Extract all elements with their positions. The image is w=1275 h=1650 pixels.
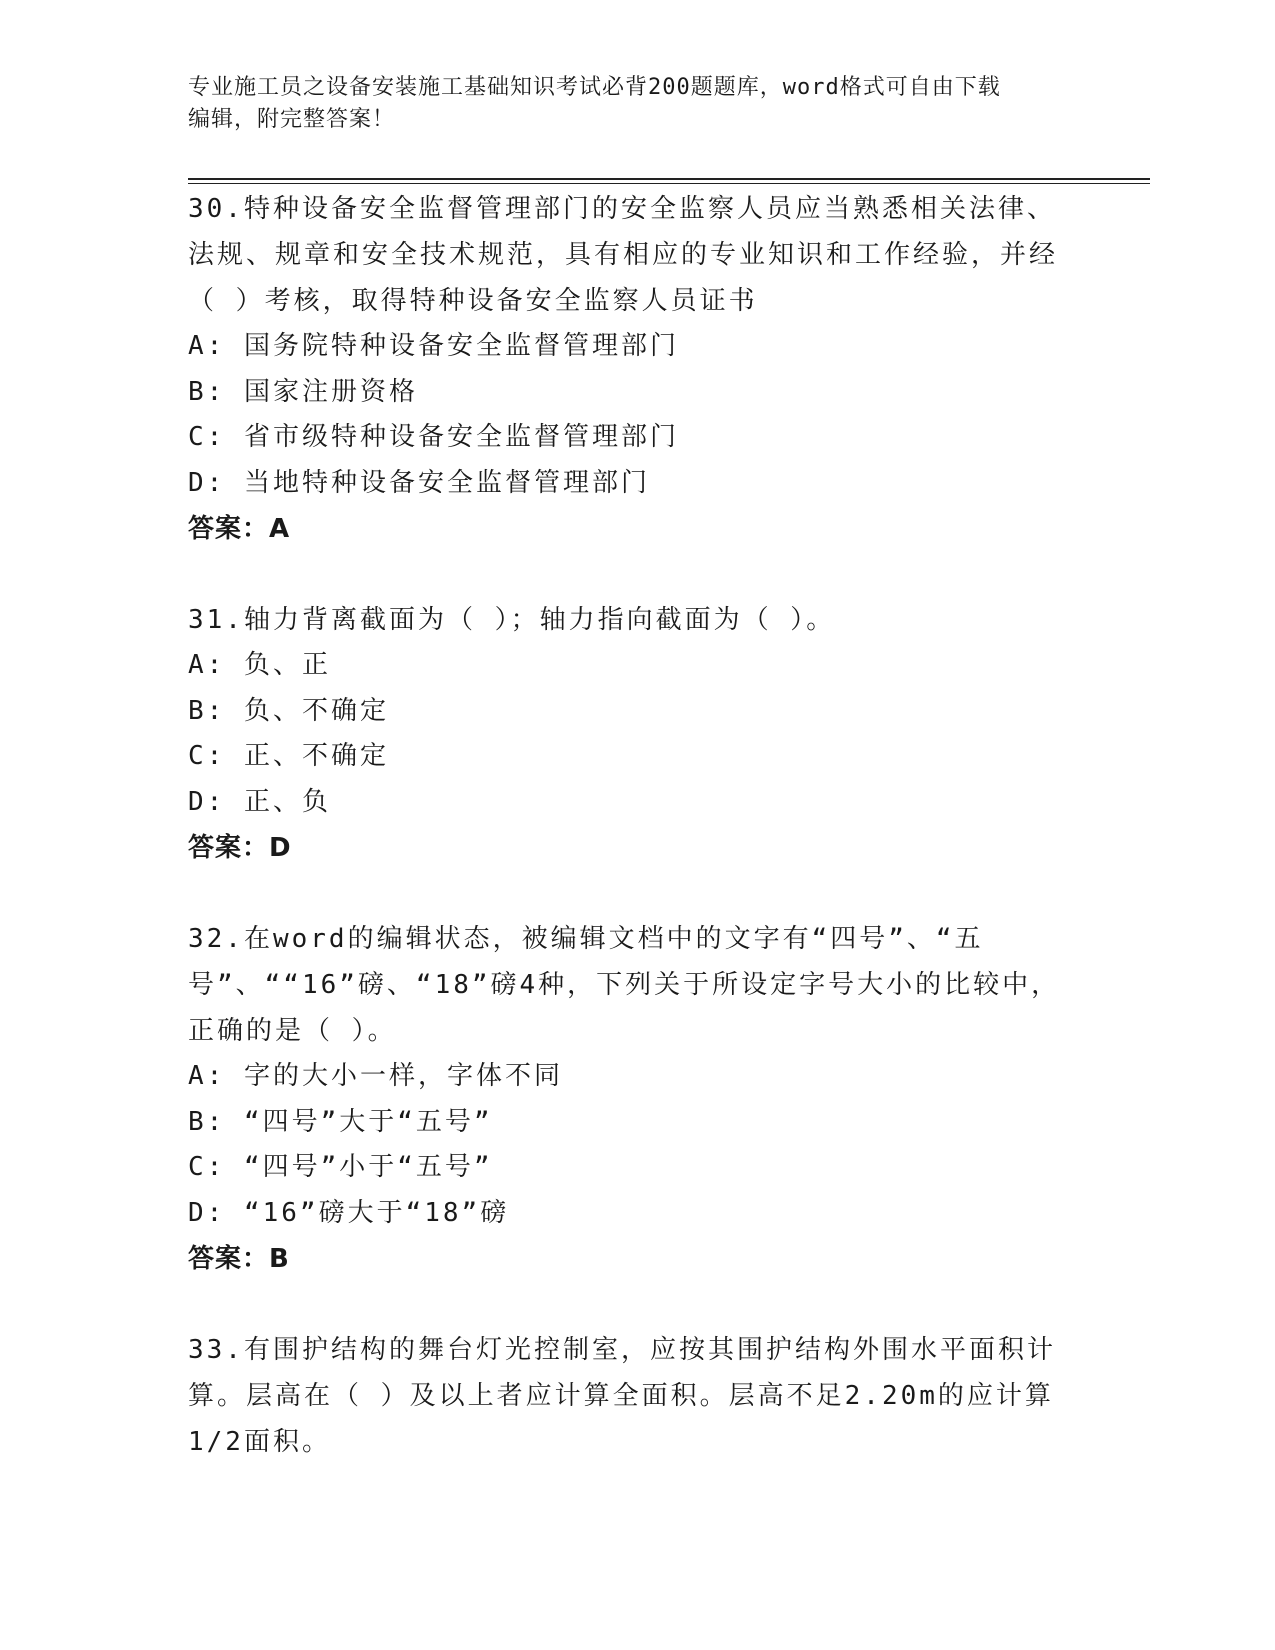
question-number: 31.: [188, 605, 244, 635]
option-label: B:: [188, 376, 226, 407]
option-label: C:: [188, 1152, 226, 1182]
option-label: B:: [188, 1106, 226, 1137]
option-label: B:: [188, 695, 226, 726]
option-text: 负、正: [243, 650, 331, 680]
option-b: [188, 370, 1068, 416]
answer: 答案：A: [188, 514, 291, 544]
answer: 答案：B: [188, 1244, 290, 1274]
option-label: C:: [188, 741, 226, 771]
question-stem: 在word的编辑状态，被编辑文档中的文字有“四号”、“五号”、““16”磅、“18”磅4种，下列关于所设定字号大小的比较中，正确的是（ ）。: [188, 924, 1061, 1046]
option-text: 国务院特种设备安全监督管理部门: [243, 331, 679, 361]
question-spacer: [188, 871, 1068, 916]
question-stem: 特种设备安全监督管理部门的安全监察人员应当熟悉相关法律、法规、规章和安全技术规范，具有相应的专业知识和工作经验，并经（ ）考核，取得特种设备安全监察人员证书: [188, 194, 1059, 316]
option-a: [188, 1054, 1068, 1100]
question-30: [188, 186, 1068, 552]
option-label: D:: [188, 1197, 226, 1228]
question-32: [188, 916, 1068, 1282]
option-text: “四号”大于“五号”: [243, 1106, 493, 1137]
question-text: [188, 1327, 1068, 1465]
question-stem: 有围护结构的舞台灯光控制室，应按其围护结构外围水平面积计算。层高在（ ）及以上者应计算全面积。层高不足2.20m的应计算1/2面积。: [188, 1335, 1056, 1457]
question-number: 32.: [188, 924, 244, 954]
question-text: [188, 186, 1068, 324]
option-text: “四号”小于“五号”: [243, 1152, 493, 1182]
option-d: [188, 1191, 1068, 1237]
question-31: [188, 597, 1068, 871]
option-c: [188, 415, 1068, 461]
option-b: [188, 689, 1068, 735]
question-spacer: [188, 1282, 1068, 1327]
option-label: A:: [188, 650, 226, 680]
header-divider-thick: [188, 178, 1150, 180]
header-title-line-1: 专业施工员之设备安装施工基础知识考试必背200题题库，word格式可自由下载: [188, 75, 1001, 100]
option-d: [188, 780, 1068, 826]
option-d: [188, 461, 1068, 507]
option-text: 国家注册资格: [243, 376, 418, 407]
header-title-line-2: 编辑，附完整答案！: [188, 107, 396, 132]
option-text: 正、负: [243, 786, 331, 817]
option-label: A:: [188, 1061, 226, 1091]
question-number: 30.: [188, 194, 244, 224]
option-text: 负、不确定: [243, 695, 389, 726]
option-text: 字的大小一样，字体不同: [243, 1061, 563, 1091]
option-text: 正、不确定: [243, 741, 389, 771]
question-number: 33.: [188, 1335, 244, 1365]
option-label: A:: [188, 331, 226, 361]
option-b: [188, 1100, 1068, 1146]
question-33: [188, 1327, 1068, 1465]
answer: 答案：D: [188, 833, 292, 863]
question-list: [188, 186, 1068, 1465]
question-text: [188, 597, 1068, 643]
option-text: “16”磅大于“18”磅: [243, 1197, 510, 1228]
option-label: D:: [188, 467, 226, 498]
document-header: [188, 72, 1068, 136]
question-text: [188, 916, 1068, 1054]
option-a: [188, 643, 1068, 689]
option-text: 当地特种设备安全监督管理部门: [243, 467, 650, 498]
header-divider-thin: [188, 183, 1150, 184]
option-label: D:: [188, 786, 226, 817]
option-label: C:: [188, 422, 226, 452]
option-c: [188, 734, 1068, 780]
question-spacer: [188, 552, 1068, 597]
option-a: [188, 324, 1068, 370]
option-text: 省市级特种设备安全监督管理部门: [243, 422, 679, 452]
question-stem: 轴力背离截面为（ ）；轴力指向截面为（ ）。: [243, 605, 836, 635]
option-c: [188, 1145, 1068, 1191]
